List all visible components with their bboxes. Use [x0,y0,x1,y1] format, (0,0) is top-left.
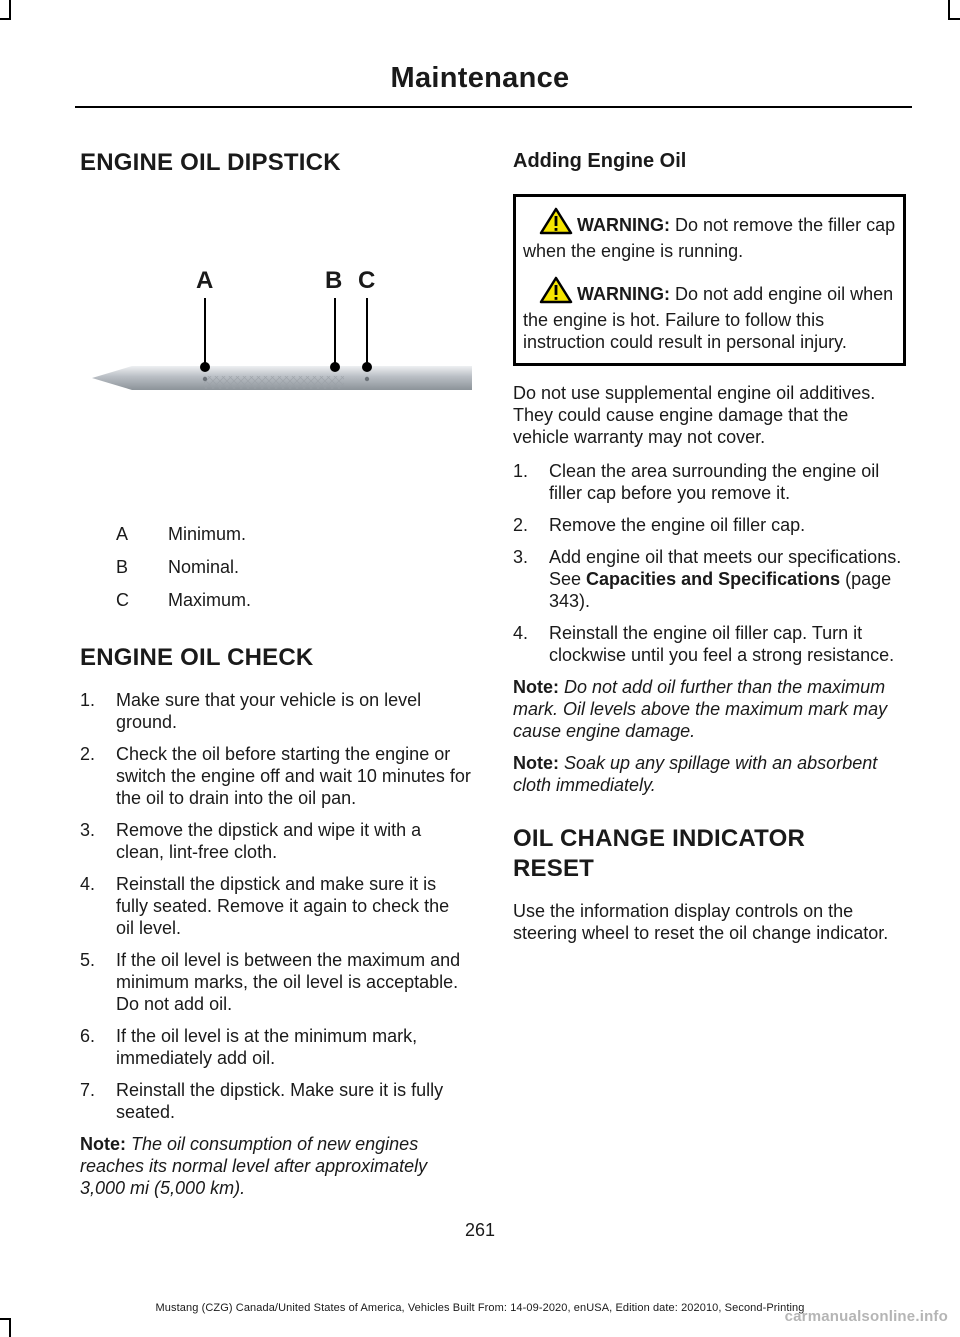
crop-mark [0,1318,11,1320]
additives-paragraph: Do not use supplemental engine oil additives. They could cause engine damage that the vehicle warranty may not cover. [513,383,876,447]
note-text: Do not add oil further than the maximum mark. Oil levels above the maximum mark may cause engine damage. [513,677,888,741]
header-rule [75,106,912,108]
step-text: Add engine oil that meets our specifications. See [549,547,902,589]
step-text: Reinstall the engine oil filler cap. Turn it clockwise until you feel a strong resistance. [549,623,895,665]
note-text: Soak up any spillage with an absorbent cloth immediately. [513,753,878,795]
list-item [513,546,905,612]
watermark: carmanualsonline.info [784,1308,948,1325]
note-label: Note: [513,753,559,773]
hole-min [203,377,207,381]
marker-dot-a [200,362,210,372]
warning-triangle-icon [539,276,573,309]
step-text: Check the oil before starting the engine or switch the engine off and wait 10 minutes for the oil to drain into the oil pan. [116,744,471,808]
reset-heading-line-2: RESET [513,855,595,882]
warning-triangle-icon [539,207,573,240]
legend [80,523,472,611]
legend-row [80,523,472,545]
diagram-label-b: B [325,267,343,294]
legend-letter: C [116,590,129,610]
step-text: Reinstall the dipstick. Make sure it is fully seated. [116,1080,444,1122]
step-text: If the oil level is between the maximum and minimum marks, the oil level is acceptable. Do not add oil. [116,950,461,1014]
warning-box [513,194,906,366]
diagram-label-a: A [196,267,214,294]
list-item [80,689,472,733]
step-number: 4. [80,874,96,894]
page-number: 261 [464,1220,496,1240]
warning-label: WARNING: [577,215,670,235]
note-text: The oil consumption of new engines reaches its normal level after approximately 3,000 mi (5,000 km). [80,1134,428,1198]
oil-check-heading: ENGINE OIL CHECK [80,644,314,671]
step-number: 1. [80,690,96,710]
step-number: 7. [80,1080,96,1100]
list-item [513,622,905,666]
oil-check-steps [80,689,472,1123]
crop-mark [948,18,960,20]
list-item [513,460,905,504]
crop-mark [9,0,11,20]
hole-max [365,377,369,381]
legend-row [80,556,472,578]
page-reference: (page 343). [549,569,892,611]
step-number: 3. [513,547,529,567]
step-text: Reinstall the dipstick and make sure it is fully seated. Remove it again to check the oil level. [116,874,450,938]
warning-paragraph [523,207,897,262]
dipstick-illustration [80,178,472,428]
dipstick-heading: ENGINE OIL DIPSTICK [80,149,341,176]
step-number: 2. [513,515,529,535]
marker-dot-c [362,362,372,372]
page-header-title: Maintenance [390,62,570,94]
step-number: 4. [513,623,529,643]
legend-text: Minimum. [168,524,247,544]
adding-oil-steps [513,460,905,666]
list-item [80,819,472,863]
right-note-1 [513,676,905,742]
note-label: Note: [513,677,559,697]
page-footer: Mustang (CZG) Canada/United States of America, Vehicles Built From: 14-09-2020, enUSA, Edition date: 202010, Second-Printing [155,1302,805,1314]
capacities-link[interactable]: Capacities and Specifications [586,569,841,589]
diagram-label-c: C [358,267,376,294]
reset-heading-line-1: OIL CHANGE INDICATOR [513,825,806,852]
step-number: 6. [80,1026,96,1046]
right-column [513,140,905,954]
crop-mark [948,0,950,20]
warning-paragraph [523,276,897,353]
legend-text: Nominal. [168,557,240,577]
warning-text: Do not remove the filler cap when the engine is running. [523,215,896,261]
dipstick-diagram [80,178,472,428]
list-item [80,1025,472,1069]
warning-label: WARNING: [577,284,670,304]
list-item [80,1079,472,1123]
step-text: Remove the dipstick and wipe it with a clean, lint-free cloth. [116,820,422,862]
left-column [80,140,472,1209]
step-text: Remove the engine oil filler cap. [549,515,806,535]
crop-mark [9,1318,11,1337]
step-number: 3. [80,820,96,840]
step-text: Clean the area surrounding the engine oil filler cap before you remove it. [549,461,880,503]
legend-row [80,589,472,611]
legend-letter: A [116,524,129,544]
note-label: Note: [80,1134,126,1154]
right-note-2 [513,752,905,796]
step-text: Make sure that your vehicle is on level ground. [116,690,422,732]
step-number: 2. [80,744,96,764]
list-item [80,873,472,939]
warning-text: Do not add engine oil when the engine is hot. Failure to follow this instruction could result in personal injury. [523,284,894,352]
reset-paragraph: Use the information display controls on the steering wheel to reset the oil change indicator. [513,901,889,943]
dipstick-crosshatch [204,376,344,389]
legend-letter: B [116,557,129,577]
step-number: 1. [513,461,529,481]
list-item [513,514,905,536]
step-text: If the oil level is at the minimum mark, immediately add oil. [116,1026,418,1068]
step-number: 5. [80,950,96,970]
legend-text: Maximum. [168,590,252,610]
list-item [80,949,472,1015]
adding-oil-heading: Adding Engine Oil [513,150,687,172]
marker-dot-b [330,362,340,372]
crop-mark [0,18,11,20]
list-item [80,743,472,809]
left-note [80,1133,472,1199]
